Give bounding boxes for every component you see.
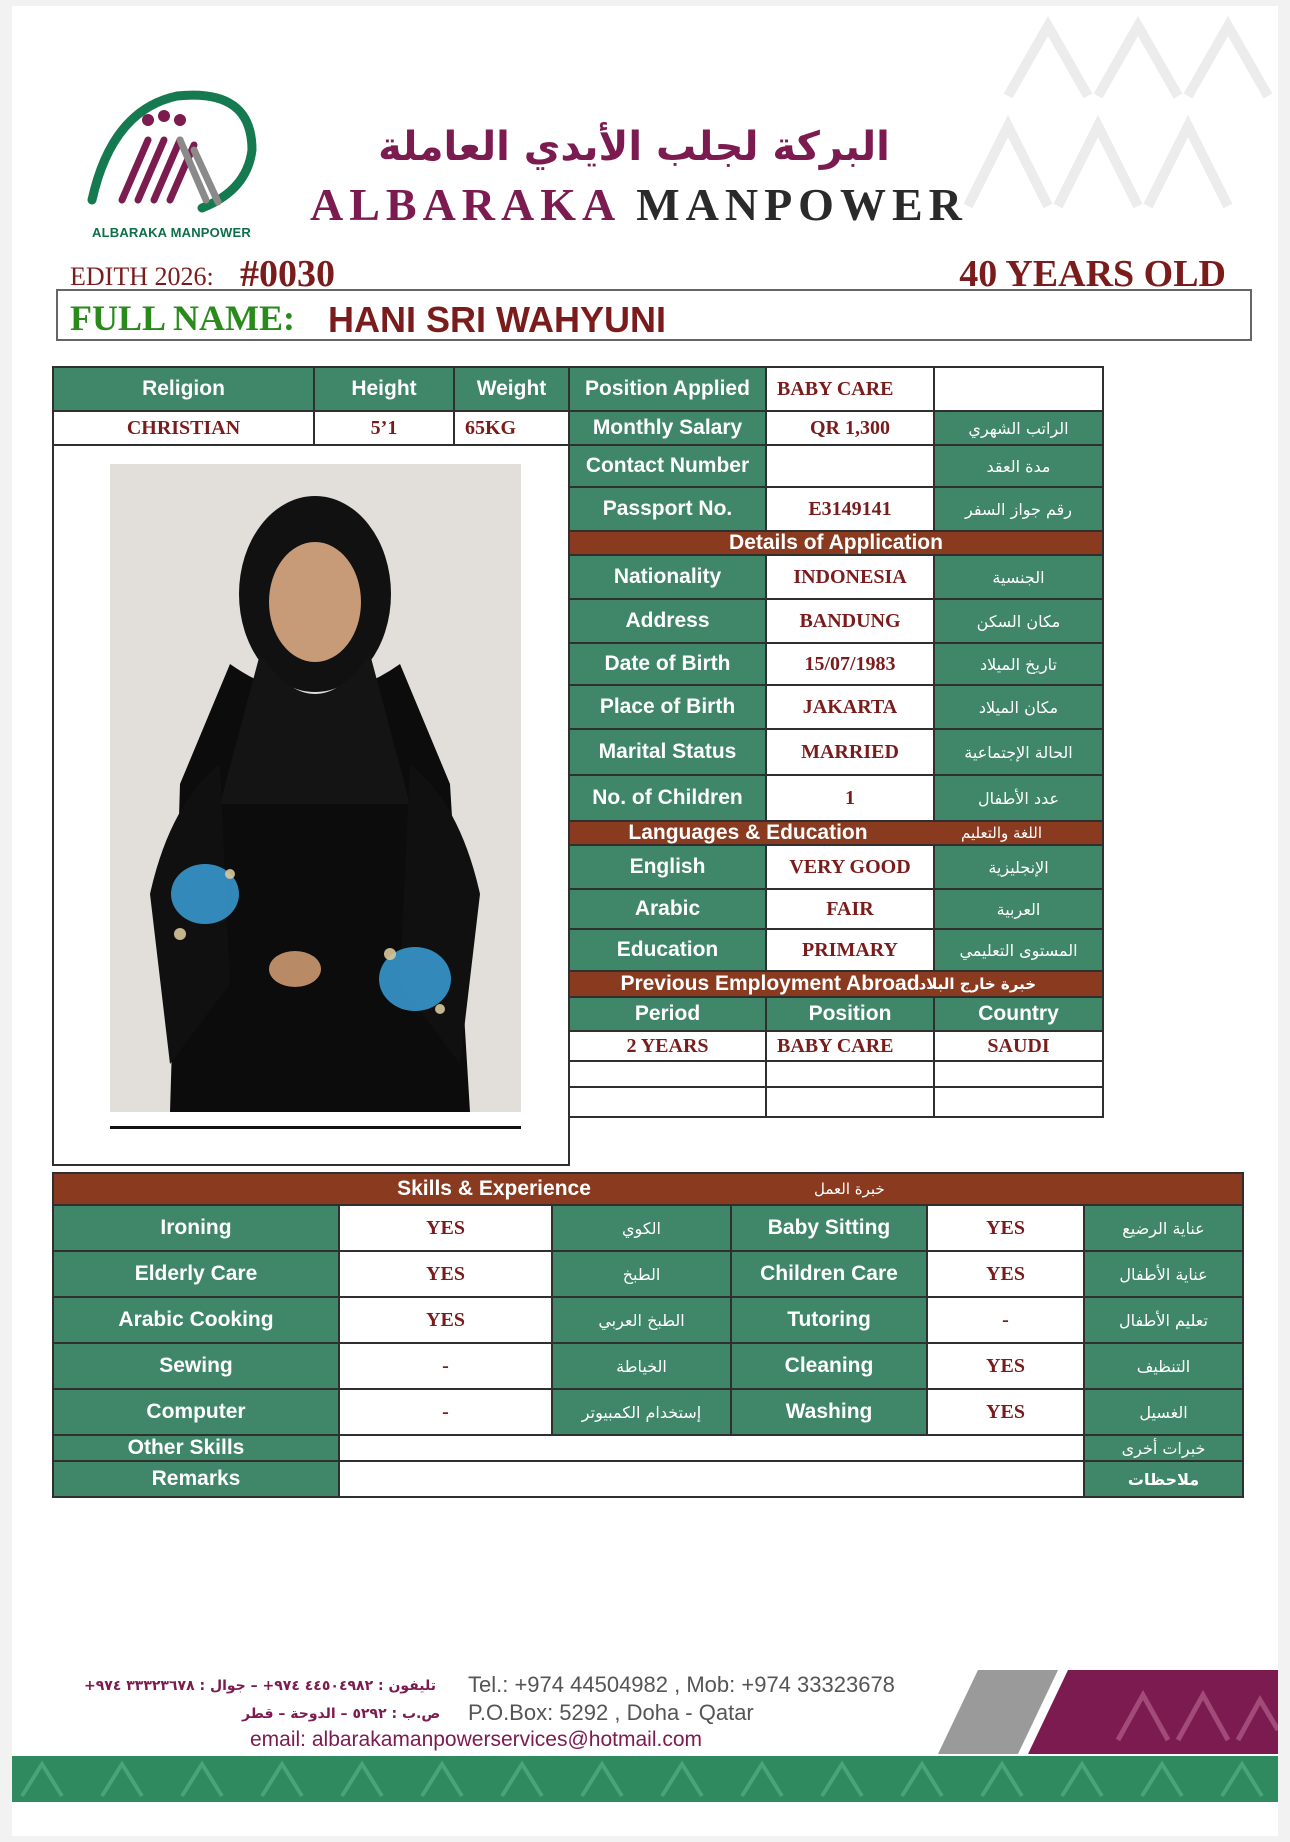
other-skills-value xyxy=(338,1434,1085,1462)
skill-label: Arabic Cooking xyxy=(52,1296,340,1344)
skill-value: YES xyxy=(338,1204,553,1252)
skill-value: YES xyxy=(926,1388,1085,1436)
education-value: PRIMARY xyxy=(765,928,935,972)
remarks-arabic: ملاحظات xyxy=(1083,1460,1244,1498)
address-arabic: مكان السكن xyxy=(933,598,1104,644)
footer-tel-arabic: تليفون : ٤٤٥٠٤٩٨٢ ٩٧٤+ – جوال : ٣٣٣٢٣٦٧٨ ٩٧٤+ xyxy=(84,1678,436,1694)
skill-arabic: الطبخ العربي xyxy=(551,1296,732,1344)
address-label: Address xyxy=(568,598,767,644)
nationality-value: INDONESIA xyxy=(765,554,935,600)
skill-value: YES xyxy=(926,1250,1085,1298)
logo-caption: ALBARAKA MANPOWER xyxy=(92,225,251,240)
skill-arabic: التنظيف xyxy=(1083,1342,1244,1390)
skill-value: YES xyxy=(338,1250,553,1298)
brand-name-english xyxy=(310,178,968,231)
monthly-salary-arabic: الراتب الشهري xyxy=(933,410,1104,446)
monthly-salary-label: Monthly Salary xyxy=(568,410,767,446)
employment-row-period xyxy=(568,1086,767,1118)
footer-email: email: albarakamanpowerservices@hotmail.com xyxy=(250,1728,702,1751)
height-header: Height xyxy=(313,366,455,412)
arabic-arabic: العربية xyxy=(933,888,1104,930)
skill-label: Cleaning xyxy=(730,1342,928,1390)
photo-panel xyxy=(52,444,570,1166)
skill-arabic: الطبخ xyxy=(551,1250,732,1298)
children-label: No. of Children xyxy=(568,774,767,822)
children-arabic: عدد الأطفال xyxy=(933,774,1104,822)
children-value: 1 xyxy=(765,774,935,822)
languages-section-title xyxy=(568,820,1104,846)
employment-title-ar: خبرة خارج البلاد xyxy=(918,975,1036,993)
skill-arabic: عناية الرضيع xyxy=(1083,1204,1244,1252)
remarks-value xyxy=(338,1460,1085,1498)
skill-label: Computer xyxy=(52,1388,340,1436)
application-grid xyxy=(52,366,1252,1506)
employment-header-country: Country xyxy=(933,996,1104,1032)
skills-title-en: Skills & Experience xyxy=(397,1177,591,1200)
pob-value: JAKARTA xyxy=(765,684,935,730)
employment-title-en: Previous Employment Abroad xyxy=(620,972,920,995)
marital-status-value: MARRIED xyxy=(765,728,935,776)
skill-label: Children Care xyxy=(730,1250,928,1298)
pob-label: Place of Birth xyxy=(568,684,767,730)
skill-label: Ironing xyxy=(52,1204,340,1252)
skills-section-title xyxy=(52,1172,1244,1206)
employment-section-title xyxy=(568,970,1104,998)
pob-arabic: مكان الميلاد xyxy=(933,684,1104,730)
other-skills-label xyxy=(52,1434,340,1462)
employment-row-country xyxy=(933,1060,1104,1088)
full-name-label: FULL NAME: xyxy=(70,298,295,338)
education-label: Education xyxy=(568,928,767,972)
albaraka-logo-icon xyxy=(82,90,282,230)
employment-row-position: BABY CARE xyxy=(765,1030,935,1062)
address-value: BANDUNG xyxy=(765,598,935,644)
skill-label: Washing xyxy=(730,1388,928,1436)
photo-underline xyxy=(110,1126,521,1129)
edition-label: EDITH 2026: xyxy=(70,262,214,291)
applicant-photo xyxy=(110,464,521,1112)
other-skills-text: Other Skills xyxy=(127,1436,245,1459)
position-applied-blank xyxy=(933,366,1104,412)
marital-status-label: Marital Status xyxy=(568,728,767,776)
nationality-label: Nationality xyxy=(568,554,767,600)
employment-row-period: 2 YEARS xyxy=(568,1030,767,1062)
footer-pobox-arabic: ص.ب : ٥٢٩٢ – الدوحة – قطر xyxy=(242,1706,441,1722)
employment-row-period xyxy=(568,1060,767,1088)
languages-title-en: Languages & Education xyxy=(628,821,868,844)
passport-label: Passport No. xyxy=(568,486,767,532)
contact-number-label: Contact Number xyxy=(568,444,767,488)
skill-label: Sewing xyxy=(52,1342,340,1390)
skill-arabic: الكوي xyxy=(551,1204,732,1252)
religion-value: CHRISTIAN xyxy=(52,410,315,446)
footer-pobox: P.O.Box: 5292 , Doha - Qatar xyxy=(468,1700,754,1725)
skill-value: - xyxy=(926,1296,1085,1344)
footer-bar xyxy=(12,1756,1278,1802)
footer-contact xyxy=(12,1666,1278,1766)
dob-label: Date of Birth xyxy=(568,642,767,686)
passport-value: E3149141 xyxy=(765,486,935,532)
position-applied-label: Position Applied xyxy=(568,366,767,412)
other-skills-arabic: خبرات أخرى xyxy=(1083,1434,1244,1462)
skill-value: YES xyxy=(926,1342,1085,1390)
brand-word-1: ALBARAKA xyxy=(310,179,619,230)
dob-arabic: تاريخ الميلاد xyxy=(933,642,1104,686)
skill-label: Baby Sitting xyxy=(730,1204,928,1252)
background-pattern xyxy=(948,6,1278,246)
skill-arabic: تعليم الأطفال xyxy=(1083,1296,1244,1344)
age-label: 40 YEARS OLD xyxy=(959,253,1226,295)
brand-name-arabic: البركة لجلب الأيدي العاملة xyxy=(378,124,890,170)
arabic-value: FAIR xyxy=(765,888,935,930)
languages-title-ar: اللغة والتعليم xyxy=(961,824,1042,842)
footer-tel: Tel.: +974 44504982 , Mob: +974 33323678 xyxy=(468,1672,895,1697)
skill-label: Tutoring xyxy=(730,1296,928,1344)
religion-header: Religion xyxy=(52,366,315,412)
english-label: English xyxy=(568,844,767,890)
brand-word-2: MANPOWER xyxy=(636,179,968,230)
skill-arabic: الغسيل xyxy=(1083,1388,1244,1436)
full-name-value: HANI SRI WAHYUNI xyxy=(328,299,667,340)
education-arabic: المستوى التعليمي xyxy=(933,928,1104,972)
skill-arabic: الخياطة xyxy=(551,1342,732,1390)
monthly-salary-value: QR 1,300 xyxy=(765,410,935,446)
employment-header-position: Position xyxy=(765,996,935,1032)
weight-header: Weight xyxy=(453,366,570,412)
skill-label: Elderly Care xyxy=(52,1250,340,1298)
cv-sheet xyxy=(12,6,1278,1836)
skill-value: YES xyxy=(926,1204,1085,1252)
employment-row-position xyxy=(765,1086,935,1118)
skill-arabic: عناية الأطفال xyxy=(1083,1250,1244,1298)
employment-row-country xyxy=(933,1086,1104,1118)
employment-row-country: SAUDI xyxy=(933,1030,1104,1062)
english-arabic: الإنجليزية xyxy=(933,844,1104,890)
arabic-label: Arabic xyxy=(568,888,767,930)
skill-value: - xyxy=(338,1342,553,1390)
height-value: 5’1 xyxy=(313,410,455,446)
marital-status-arabic: الحالة الإجتماعية xyxy=(933,728,1104,776)
nationality-arabic: الجنسية xyxy=(933,554,1104,600)
dob-value: 15/07/1983 xyxy=(765,642,935,686)
employment-header-period: Period xyxy=(568,996,767,1032)
reference-number: #0030 xyxy=(240,253,335,295)
skills-title-ar: خبرة العمل xyxy=(814,1180,885,1198)
skill-value: - xyxy=(338,1388,553,1436)
skill-arabic: إستخدام الكمبيوتر xyxy=(551,1388,732,1436)
passport-arabic: رقم جواز السفر xyxy=(933,486,1104,532)
employment-row-position xyxy=(765,1060,935,1088)
full-name-box xyxy=(56,289,1252,341)
contact-number-arabic: مدة العقد xyxy=(933,444,1104,488)
contact-number-value xyxy=(765,444,935,488)
remarks-label: Remarks xyxy=(52,1460,340,1498)
english-value: VERY GOOD xyxy=(765,844,935,890)
details-section-title: Details of Application xyxy=(568,530,1104,556)
weight-value: 65KG xyxy=(453,410,570,446)
skill-value: YES xyxy=(338,1296,553,1344)
position-applied-value: BABY CARE xyxy=(765,366,935,412)
footer-pattern xyxy=(12,1756,1278,1802)
